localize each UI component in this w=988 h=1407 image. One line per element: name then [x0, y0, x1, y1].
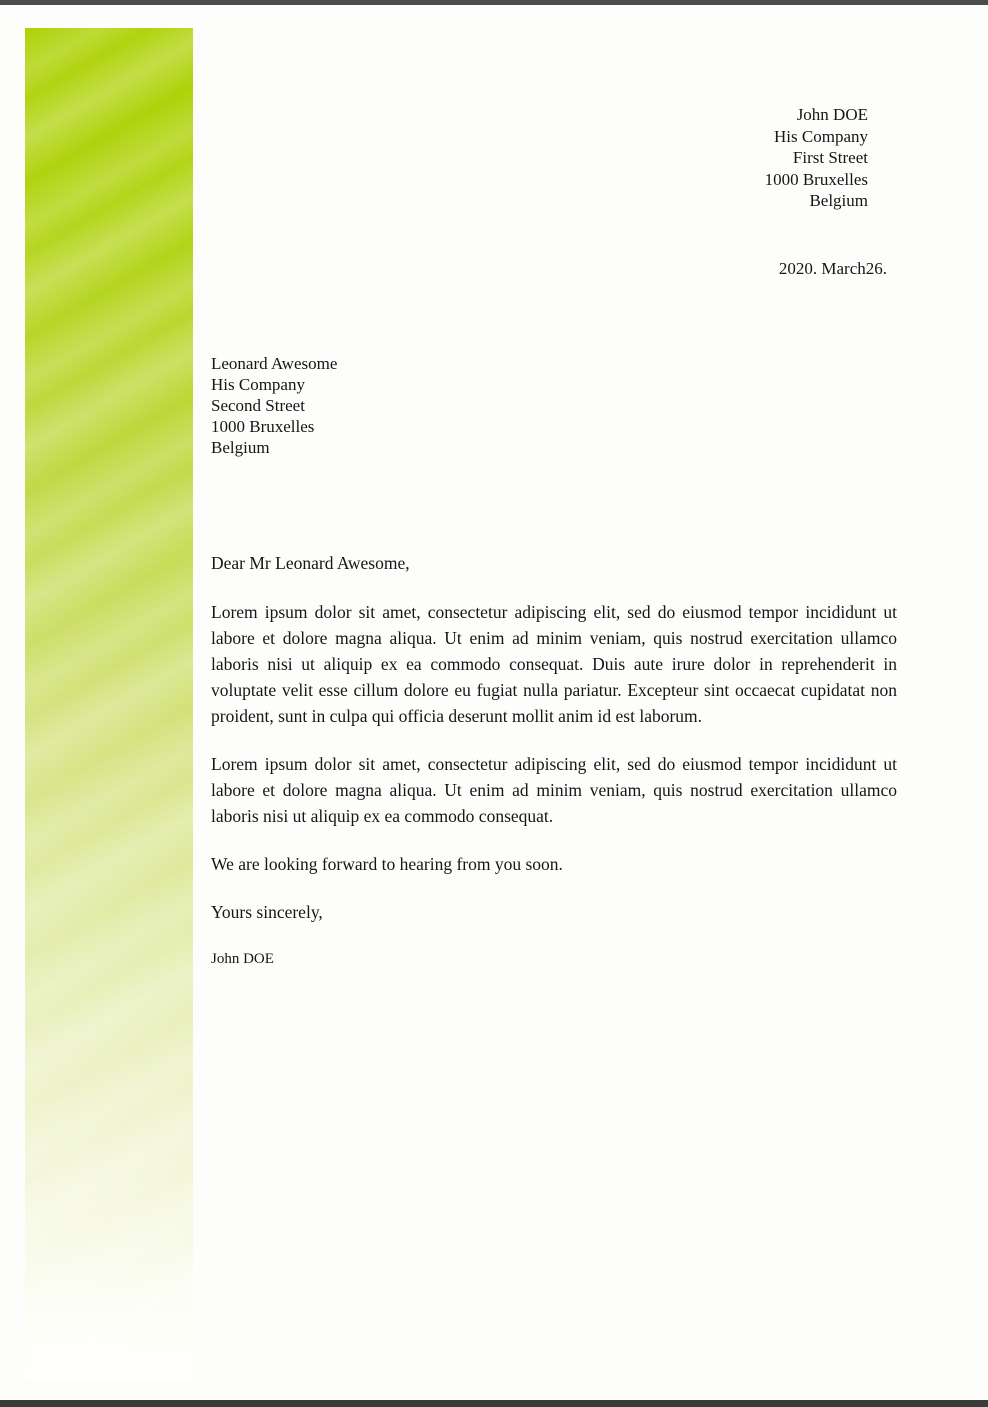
sender-name: John DOE [796, 105, 868, 124]
closing-line: Yours sincerely, [211, 902, 323, 922]
letter-date: 2020. March26. [778, 259, 887, 278]
page-bottom-edge [0, 1400, 988, 1407]
signature-name: John DOE [211, 951, 274, 967]
body-paragraph-2: Lorem ipsum dolor sit amet, consectetur adipiscing elit, sed do eiusmod tempor incididunt ut labore et dolore magna aliqua. Ut enim ad minim veniam, quis nostrud exercitation ullamco laboris nisi ut aliquip ex ea commodo consequat. [211, 754, 897, 826]
green-gradient-accent-bar [25, 28, 193, 1380]
recipient-city: 1000 Bruxelles [211, 417, 315, 436]
recipient-street: Second Street [211, 396, 305, 415]
sender-country: Belgium [809, 191, 868, 210]
page-top-edge [0, 0, 988, 5]
sender-city: 1000 Bruxelles [764, 169, 868, 189]
recipient-country: Belgium [211, 438, 270, 457]
recipient-name: Leonard Awesome [211, 354, 338, 373]
sender-street: First Street [792, 148, 868, 167]
salutation: Dear Mr Leonard Awesome, [211, 553, 410, 573]
sender-address-block [765, 104, 868, 212]
recipient-company: His Company [211, 375, 305, 394]
recipient-address-block [211, 353, 337, 458]
letter-body [211, 550, 897, 969]
body-paragraph-1: Lorem ipsum dolor sit amet, consectetur adipiscing elit, sed do eiusmod tempor incididunt ut labore et dolore magna aliqua. Ut enim ad minim veniam, quis nostrud exercitation ullamco laboris nisi ut aliquip ex ea commodo consequat. Duis aute irure dolor in reprehenderit in voluptate velit esse cillum dolore eu fugiat nulla pariatur. Excepteur sint occaecat cupidatat non proident, sunt in culpa qui officia deserunt mollit anim id est laborum. [211, 602, 897, 726]
sender-company: His Company [774, 126, 868, 146]
lookforward-line: We are looking forward to hearing from you soon. [211, 854, 563, 874]
